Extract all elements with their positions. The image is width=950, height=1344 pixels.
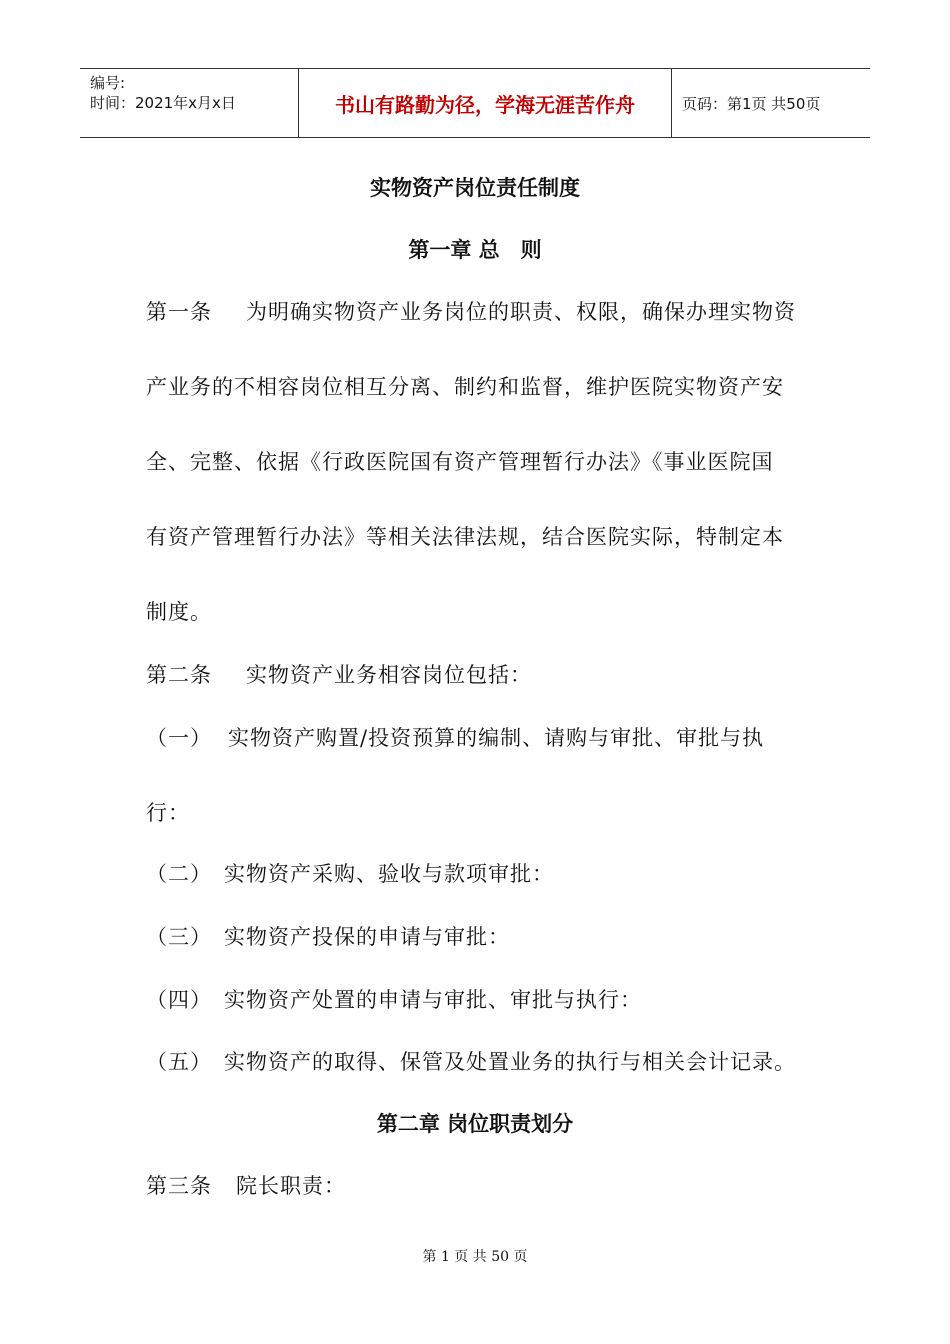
list-item-5-num: （五） (146, 1050, 212, 1074)
article-1-line-3: 全、完整、依据《行政医院国有资产管理暂行办法》《事业医院国 (146, 450, 774, 474)
list-item-3 (146, 921, 510, 951)
list-item-2-num: （二） (146, 862, 212, 886)
document-title: 实物资产岗位责任制度 (370, 175, 580, 200)
article-2-line (146, 659, 532, 689)
article-2-text: 实物资产业务相容岗位包括： (246, 663, 532, 687)
page-footer: 第 1 页 共 50 页 (422, 1249, 528, 1265)
chapter-2-title: 第二章 岗位职责划分 (376, 1111, 574, 1136)
article-1-line-4: 有资产管理暂行办法》等相关法律法规，结合医院实际，特制定本 (146, 525, 784, 549)
article-1-line-5: 制度。 (146, 600, 212, 624)
article-1-line-1 (146, 296, 796, 326)
list-item-2-text: 实物资产采购、验收与款项审批： (224, 862, 554, 886)
header-motto: 书山有路勤为径，学海无涯苦作舟 (299, 69, 672, 137)
list-item-4 (146, 984, 642, 1014)
list-item-3-text: 实物资产投保的申请与审批： (224, 925, 510, 949)
list-item-5-text: 实物资产的取得、保管及处置业务的执行与相关会计记录。 (224, 1050, 796, 1074)
header-page-info: 页码：第1页 共50页 (682, 94, 821, 113)
list-item-2 (146, 858, 554, 888)
document-date: 时间：2021年x月x日 (90, 94, 236, 112)
list-item-1-continuation: 行： (146, 801, 190, 825)
list-item-5 (146, 1046, 796, 1076)
list-item-4-num: （四） (146, 988, 212, 1012)
list-item-3-num: （三） (146, 925, 212, 949)
list-item-1 (146, 722, 764, 752)
chapter-1-title: 第一章 总 则 (408, 237, 542, 262)
article-1-line-2: 产业务的不相容岗位相互分离、制约和监督，维护医院实物资产安 (146, 375, 784, 399)
article-3-text: 院长职责： (236, 1174, 346, 1198)
article-3-line (146, 1170, 346, 1200)
list-item-1-text: 实物资产购置/投资预算的编制、请购与审批、审批与执 (228, 726, 765, 750)
header-meta (80, 69, 299, 137)
document-number-label: 编号: (90, 74, 126, 92)
article-1-text: 为明确实物资产业务岗位的职责、权限，确保办理实物资 (246, 300, 796, 324)
article-3-label: 第三条 (146, 1174, 212, 1198)
list-item-4-text: 实物资产处置的申请与审批、审批与执行： (224, 988, 642, 1012)
article-2-label: 第二条 (146, 663, 212, 687)
article-1-label: 第一条 (146, 300, 212, 324)
list-item-1-num: （一） (146, 726, 212, 750)
page-header (80, 68, 870, 138)
